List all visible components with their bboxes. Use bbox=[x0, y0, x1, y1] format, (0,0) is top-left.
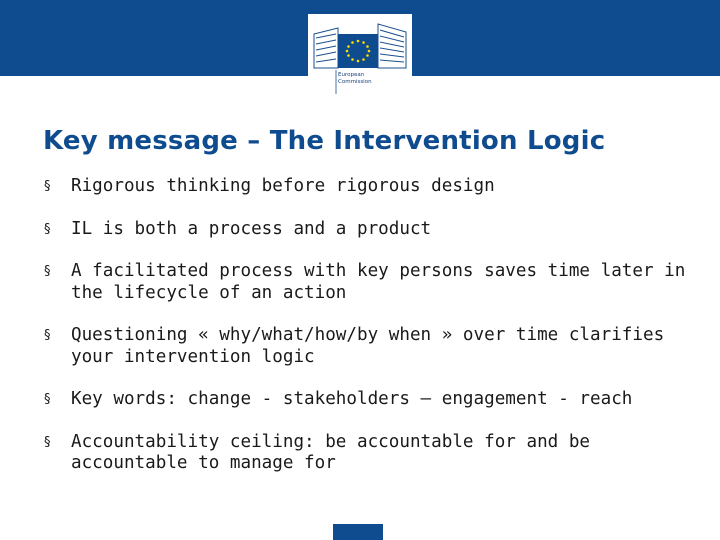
bullet-marker-icon: § bbox=[44, 328, 51, 343]
bullet-item bbox=[44, 325, 694, 368]
bullet-text: Questioning « why/what/how/by when » over time clarifies your intervention logic bbox=[71, 325, 665, 367]
bullet-item bbox=[44, 261, 694, 304]
footer-tab bbox=[333, 524, 383, 540]
bullet-item bbox=[44, 219, 694, 241]
bullet-marker-icon: § bbox=[44, 221, 51, 237]
bullet-marker-icon: § bbox=[44, 264, 51, 279]
bullet-item bbox=[44, 432, 694, 475]
bullet-item bbox=[44, 389, 694, 411]
eu-flag-icon bbox=[338, 34, 378, 68]
bullet-marker-icon: § bbox=[44, 434, 51, 450]
bullet-marker-icon: § bbox=[44, 179, 51, 194]
bullet-text: Rigorous thinking before rigorous design bbox=[71, 176, 495, 196]
bullet-marker-icon: § bbox=[44, 392, 51, 407]
bullet-text: A facilitated process with key persons saves time later in the lifecycle of an action bbox=[71, 261, 686, 303]
bullet-item bbox=[44, 176, 694, 198]
bullet-text: IL is both a process and a product bbox=[71, 218, 432, 239]
bullet-text: Accountability ceiling: be accountable for and be accountable to manage for bbox=[71, 431, 591, 473]
european-commission-logo bbox=[308, 14, 412, 98]
bullet-text: Key words: change - stakeholders – engagement - reach bbox=[71, 389, 633, 409]
bullet-list bbox=[44, 176, 694, 496]
logo-text: European Commission bbox=[338, 72, 372, 85]
slide-title: Key message – The Intervention Logic bbox=[43, 126, 606, 156]
